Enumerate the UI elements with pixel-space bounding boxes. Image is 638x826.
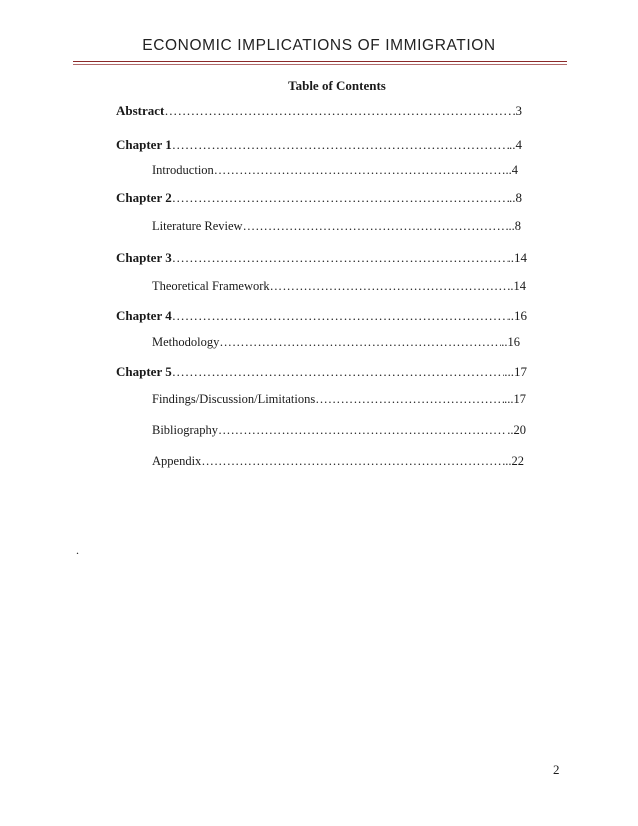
toc-entry-literature-review bbox=[152, 219, 521, 234]
toc-entry-findings-discussion-limitations bbox=[152, 392, 526, 407]
toc-entry-label: Chapter 2 bbox=[116, 190, 172, 205]
toc-dot-leader bbox=[172, 308, 508, 324]
running-header-title: ECONOMIC IMPLICATIONS OF IMMIGRATION bbox=[142, 37, 496, 54]
toc-title: Table of Contents bbox=[288, 78, 386, 93]
toc-entry-label: Chapter 1 bbox=[116, 137, 172, 152]
toc-entry-page: ..14 bbox=[507, 279, 526, 293]
toc-entry-page: 3 bbox=[515, 103, 522, 118]
toc-entry-page: ..8 bbox=[509, 190, 522, 205]
toc-dot-leader bbox=[172, 364, 505, 380]
stray-period-mark: . bbox=[76, 543, 79, 557]
toc-entry-bibliography bbox=[152, 423, 526, 438]
toc-entry-chapter-1 bbox=[116, 137, 522, 153]
toc-entry-label: Chapter 4 bbox=[116, 308, 172, 323]
toc-dot-leader bbox=[315, 392, 504, 407]
toc-entry-label: Findings/Discussion/Limitations bbox=[152, 392, 316, 406]
toc-entry-page: ...17 bbox=[504, 364, 527, 379]
toc-entry-page: ..8 bbox=[508, 219, 521, 233]
toc-entry-label: Literature Review bbox=[152, 219, 243, 233]
toc-dot-leader bbox=[172, 137, 509, 153]
toc-entry-label: Theoretical Framework bbox=[152, 279, 270, 293]
toc-dot-leader bbox=[172, 190, 509, 206]
toc-entry-chapter-2 bbox=[116, 190, 522, 206]
toc-entry-introduction bbox=[152, 163, 518, 178]
toc-entry-theoretical-framework bbox=[152, 279, 526, 294]
toc-entry-page: ...17 bbox=[504, 392, 526, 406]
toc-entry-page: ..16 bbox=[501, 335, 520, 349]
toc-entry-appendix bbox=[152, 454, 524, 469]
toc-entry-abstract bbox=[116, 103, 522, 119]
toc-dot-leader bbox=[219, 335, 501, 350]
toc-dot-leader bbox=[164, 103, 515, 119]
toc-entry-chapter-4 bbox=[116, 308, 527, 324]
toc-entry-chapter-3 bbox=[116, 250, 527, 266]
toc-entry-chapter-5 bbox=[116, 364, 527, 380]
toc-dot-leader bbox=[172, 250, 508, 266]
toc-entry-page: ..16 bbox=[507, 308, 527, 323]
toc-entry-page: ..20 bbox=[507, 423, 526, 437]
toc-entry-label: Chapter 3 bbox=[116, 250, 172, 265]
toc-entry-page: ..22 bbox=[505, 454, 524, 468]
toc-entry-label: Chapter 5 bbox=[116, 364, 172, 379]
toc-entry-label: Appendix bbox=[152, 454, 202, 468]
toc-entry-label: Introduction bbox=[152, 163, 214, 177]
toc-entry-page: ..4 bbox=[509, 137, 522, 152]
toc-entry-page: ..4 bbox=[505, 163, 518, 177]
toc-dot-leader bbox=[270, 279, 508, 294]
toc-entry-label: Bibliography bbox=[152, 423, 218, 437]
toc-entry-label: Methodology bbox=[152, 335, 220, 349]
toc-entry-label: Abstract bbox=[116, 103, 165, 118]
toc-dot-leader bbox=[243, 219, 509, 234]
toc-dot-leader bbox=[218, 423, 507, 438]
toc-entry-methodology bbox=[152, 335, 520, 350]
page-number: 2 bbox=[553, 762, 560, 777]
toc-entry-page: ..14 bbox=[507, 250, 527, 265]
toc-dot-leader bbox=[201, 454, 505, 469]
toc-dot-leader bbox=[214, 163, 506, 178]
